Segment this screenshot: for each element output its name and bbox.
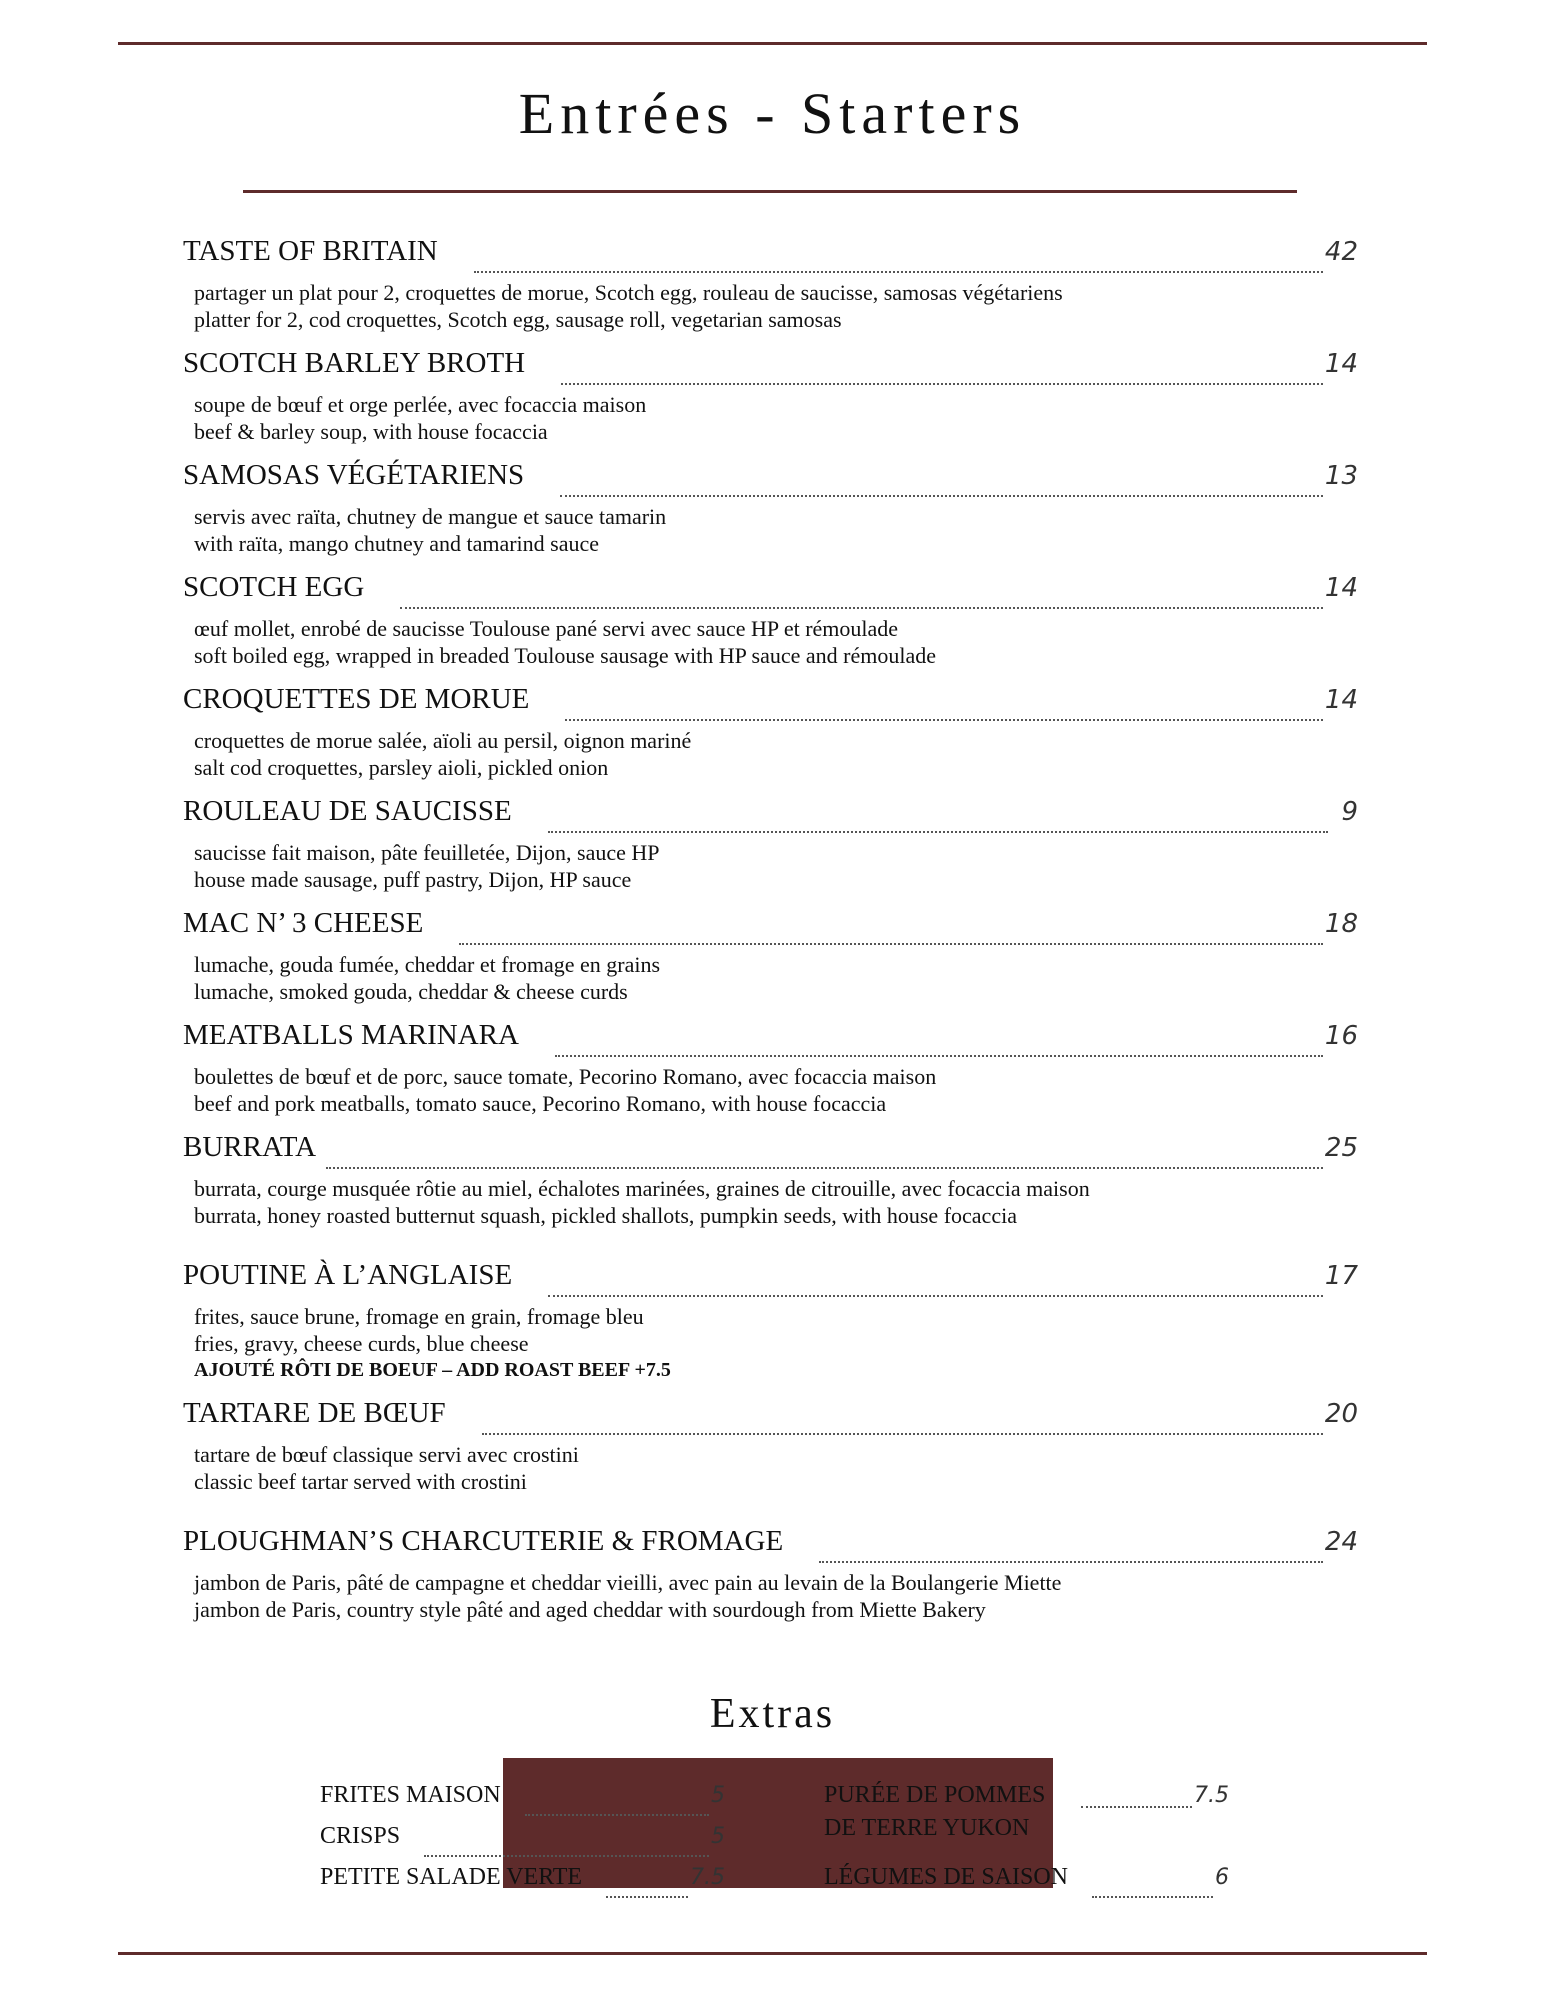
desc-en: jambon de Paris, country style pâté and aged cheddar with sourdough from Miette Bakery <box>194 1597 986 1622</box>
item-price: 42 <box>1324 237 1358 267</box>
extra-name: FRITES MAISON <box>320 1782 501 1808</box>
extra-item <box>320 1864 725 1905</box>
extra-item <box>824 1864 1229 1905</box>
item-name: MEATBALLS MARINARA <box>183 1019 519 1051</box>
item-description <box>183 279 1358 333</box>
starters-list <box>183 235 1358 1637</box>
addon-note: AJOUTÉ RÔTI DE BOEUF – ADD ROAST BEEF +7.5 <box>194 1359 671 1381</box>
item-price: 18 <box>1324 909 1358 939</box>
leader-dots <box>1081 1805 1192 1808</box>
desc-fr: boulettes de bœuf et de porc, sauce tomate, Pecorino Romano, avec focaccia maison <box>194 1064 937 1089</box>
item-name: SAMOSAS VÉGÉTARIENS <box>183 459 525 491</box>
extra-item <box>824 1782 1229 1815</box>
extra-price: 7.5 <box>690 1865 725 1890</box>
desc-fr: croquettes de morue salée, aïoli au persil, oignon mariné <box>194 728 692 753</box>
item-price: 16 <box>1324 1021 1358 1051</box>
extra-name-line2: DE TERRE YUKON <box>824 1815 1030 1841</box>
item-description <box>183 839 1358 893</box>
item-description <box>183 1569 1358 1623</box>
extra-price: 5 <box>711 1783 725 1808</box>
item-description <box>183 1063 1358 1117</box>
item-name: SCOTCH BARLEY BROTH <box>183 347 526 379</box>
desc-fr: partager un plat pour 2, croquettes de morue, Scotch egg, rouleau de saucisse, samosas végétariens <box>194 280 1063 305</box>
item-description <box>183 1303 1358 1384</box>
item-description <box>183 1441 1358 1495</box>
leader-dots <box>525 1813 709 1816</box>
leader-dots <box>400 606 1323 609</box>
item-description <box>183 615 1358 669</box>
desc-fr: saucisse fait maison, pâte feuilletée, Dijon, sauce HP <box>194 840 660 865</box>
leader-dots <box>606 1895 688 1898</box>
leader-dots <box>561 382 1323 385</box>
menu-item <box>183 907 1358 1019</box>
leader-dots <box>1092 1895 1213 1898</box>
desc-en: burrata, honey roasted butternut squash, pickled shallots, pumpkin seeds, with house focaccia <box>194 1203 1017 1228</box>
desc-en: house made sausage, puff pastry, Dijon, HP sauce <box>194 867 632 892</box>
desc-en: beef & barley soup, with house focaccia <box>194 419 548 444</box>
menu-item <box>183 1397 1358 1525</box>
desc-en: platter for 2, cod croquettes, Scotch egg, sausage roll, vegetarian samosas <box>194 307 842 332</box>
desc-fr: frites, sauce brune, fromage en grain, fromage bleu <box>194 1304 644 1329</box>
item-name: CROQUETTES DE MORUE <box>183 683 530 715</box>
leader-dots <box>326 1166 1323 1169</box>
desc-fr: servis avec raïta, chutney de mangue et sauce tamarin <box>194 504 667 529</box>
item-description <box>183 391 1358 445</box>
leader-dots <box>560 494 1323 497</box>
extra-item <box>320 1823 725 1864</box>
item-name: TARTARE DE BŒUF <box>183 1397 446 1429</box>
extra-name: CRISPS <box>320 1823 401 1849</box>
menu-item <box>183 683 1358 795</box>
menu-item <box>183 1525 1358 1637</box>
extra-name: PETITE SALADE VERTE <box>320 1864 583 1890</box>
item-price: 13 <box>1324 461 1358 491</box>
item-name: SCOTCH EGG <box>183 571 365 603</box>
item-name: PLOUGHMAN’S CHARCUTERIE & FROMAGE <box>183 1525 784 1557</box>
extra-price: 5 <box>711 1824 725 1849</box>
leader-dots <box>459 942 1323 945</box>
menu-item <box>183 459 1358 571</box>
bottom-divider <box>118 1952 1427 1955</box>
desc-fr: tartare de bœuf classique servi avec crostini <box>194 1442 579 1467</box>
menu-item <box>183 347 1358 459</box>
item-name: POUTINE À L’ANGLAISE <box>183 1259 513 1291</box>
item-price: 14 <box>1324 349 1358 379</box>
leader-dots <box>474 270 1323 273</box>
item-name: MAC N’ 3 CHEESE <box>183 907 424 939</box>
leader-dots <box>819 1560 1323 1563</box>
extra-name: LÉGUMES DE SAISON <box>824 1864 1069 1890</box>
extra-name: PURÉE DE POMMES <box>824 1782 1046 1808</box>
item-price: 25 <box>1324 1133 1358 1163</box>
desc-en: soft boiled egg, wrapped in breaded Toulouse sausage with HP sauce and rémoulade <box>194 643 936 668</box>
item-price: 20 <box>1324 1399 1358 1429</box>
menu-item <box>183 1259 1358 1397</box>
item-description <box>183 503 1358 557</box>
desc-fr: œuf mollet, enrobé de saucisse Toulouse pané servi avec sauce HP et rémoulade <box>194 616 899 641</box>
extra-price: 6 <box>1215 1865 1229 1890</box>
desc-fr: lumache, gouda fumée, cheddar et fromage en grains <box>194 952 661 977</box>
item-description <box>183 951 1358 1005</box>
item-price: 17 <box>1324 1261 1358 1291</box>
leader-dots <box>482 1432 1323 1435</box>
extra-item <box>320 1782 725 1823</box>
item-name: ROULEAU DE SAUCISSE <box>183 795 512 827</box>
leader-dots <box>424 1854 709 1857</box>
leader-dots <box>548 1294 1323 1297</box>
item-name: TASTE OF BRITAIN <box>183 235 438 267</box>
item-description <box>183 1175 1358 1229</box>
desc-fr: soupe de bœuf et orge perlée, avec focaccia maison <box>194 392 647 417</box>
item-price: 14 <box>1324 573 1358 603</box>
desc-en: fries, gravy, cheese curds, blue cheese <box>194 1331 529 1356</box>
item-name: BURRATA <box>183 1131 317 1163</box>
menu-item <box>183 235 1358 347</box>
menu-item <box>183 1131 1358 1259</box>
menu-item <box>183 1019 1358 1131</box>
title-divider <box>243 190 1297 193</box>
item-description <box>183 727 1358 781</box>
leader-dots <box>548 830 1328 833</box>
extras-column-left <box>320 1782 725 1905</box>
extra-item-continued <box>824 1815 1229 1864</box>
desc-en: lumache, smoked gouda, cheddar & cheese curds <box>194 979 628 1004</box>
desc-fr: burrata, courge musquée rôtie au miel, échalotes marinées, graines de citrouille, avec focaccia maison <box>194 1176 1090 1201</box>
desc-en: salt cod croquettes, parsley aioli, pickled onion <box>194 755 609 780</box>
desc-en: beef and pork meatballs, tomato sauce, Pecorino Romano, with house focaccia <box>194 1091 887 1116</box>
desc-en: with raïta, mango chutney and tamarind sauce <box>194 531 600 556</box>
leader-dots <box>565 718 1323 721</box>
leader-dots <box>555 1054 1323 1057</box>
item-price: 9 <box>1341 797 1358 827</box>
menu-item <box>183 795 1358 907</box>
desc-fr: jambon de Paris, pâté de campagne et cheddar vieilli, avec pain au levain de la Boulangerie Miette <box>194 1570 1062 1595</box>
extras-title: Extras <box>709 1691 836 1737</box>
item-price: 24 <box>1324 1527 1358 1557</box>
desc-en: classic beef tartar served with crostini <box>194 1469 527 1494</box>
extras-column-right <box>824 1782 1229 1905</box>
menu-item <box>183 571 1358 683</box>
top-divider <box>118 42 1427 45</box>
extra-price: 7.5 <box>1194 1783 1229 1808</box>
page-title: Entrées - Starters <box>518 81 1027 146</box>
item-price: 14 <box>1324 685 1358 715</box>
extras-list <box>320 1782 1240 1912</box>
